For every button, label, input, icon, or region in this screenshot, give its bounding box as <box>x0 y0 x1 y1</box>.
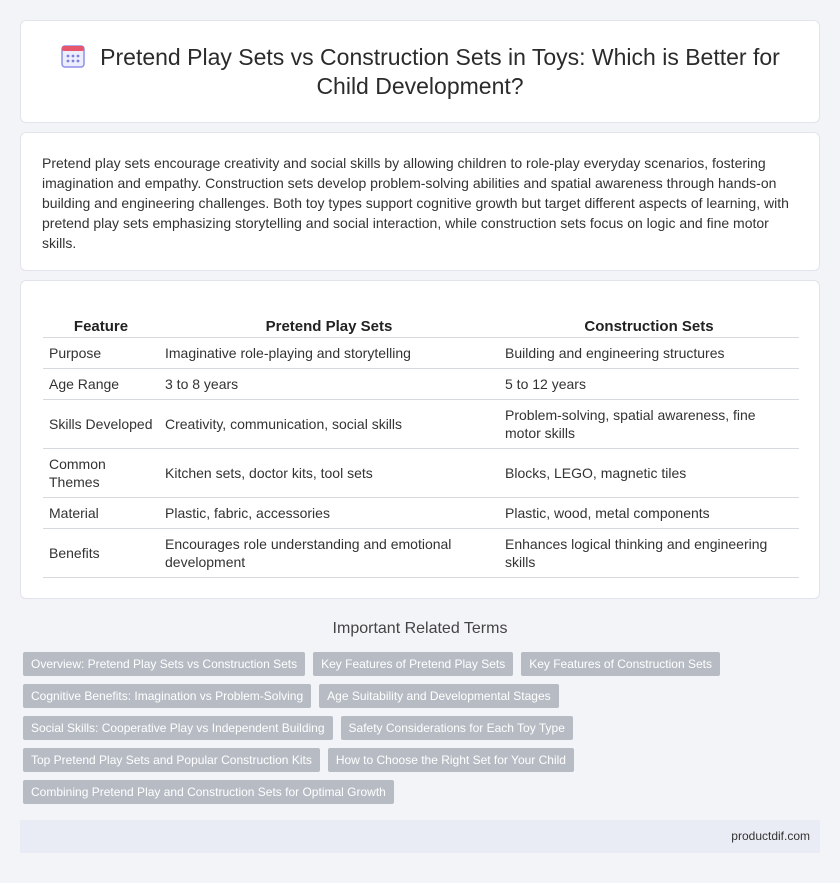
table-row <box>43 528 799 577</box>
related-tag-top-sets[interactable]: Top Pretend Play Sets and Popular Construction Kits <box>23 748 320 772</box>
header-feature: Feature <box>43 297 159 337</box>
pretend-cell: Kitchen sets, doctor kits, tool sets <box>159 448 499 497</box>
construction-cell: Problem-solving, spatial awareness, fine motor skills <box>499 399 799 448</box>
row-label: Skills Developed <box>43 399 159 448</box>
row-label: Common Themes <box>43 448 159 497</box>
related-tag-social-skills[interactable]: Social Skills: Cooperative Play vs Independent Building <box>23 716 333 740</box>
pretend-cell: Imaginative role-playing and storytelling <box>159 337 499 368</box>
row-label: Age Range <box>43 368 159 399</box>
related-terms-list <box>23 652 823 804</box>
construction-cell: Building and engineering structures <box>499 337 799 368</box>
table-row <box>43 399 799 448</box>
header-construction: Construction Sets <box>499 297 799 337</box>
related-tag-overview[interactable]: Overview: Pretend Play Sets vs Construction Sets <box>23 652 305 676</box>
table-header-row <box>43 297 799 337</box>
pretend-cell: Creativity, communication, social skills <box>159 399 499 448</box>
related-tag-choose-set[interactable]: How to Choose the Right Set for Your Child <box>328 748 574 772</box>
page-title-wrap <box>51 43 789 101</box>
table-row <box>43 497 799 528</box>
related-tag-age-suitability[interactable]: Age Suitability and Developmental Stages <box>319 684 558 708</box>
pretend-cell: Encourages role understanding and emotional development <box>159 528 499 577</box>
header-pretend-play: Pretend Play Sets <box>159 297 499 337</box>
row-label: Material <box>43 497 159 528</box>
intro-card <box>20 132 820 271</box>
construction-cell: Enhances logical thinking and engineering skills <box>499 528 799 577</box>
construction-cell: 5 to 12 years <box>499 368 799 399</box>
related-tag-combining[interactable]: Combining Pretend Play and Construction Sets for Optimal Growth <box>23 780 394 804</box>
footer-site-link[interactable]: productdif.com <box>731 829 810 843</box>
related-tag-cognitive-benefits[interactable]: Cognitive Benefits: Imagination vs Problem-Solving <box>23 684 311 708</box>
page-title: Pretend Play Sets vs Construction Sets in Toys: Which is Better for Child Development? <box>100 43 780 99</box>
footer <box>20 820 820 853</box>
comparison-card <box>20 280 820 599</box>
related-tag-safety[interactable]: Safety Considerations for Each Toy Type <box>341 716 573 740</box>
title-card <box>20 20 820 123</box>
table-row <box>43 448 799 497</box>
pretend-cell: 3 to 8 years <box>159 368 499 399</box>
row-label: Purpose <box>43 337 159 368</box>
table-row <box>43 368 799 399</box>
related-terms-title: Important Related Terms <box>332 620 508 637</box>
row-label: Benefits <box>43 528 159 577</box>
construction-cell: Plastic, wood, metal components <box>499 497 799 528</box>
construction-cell: Blocks, LEGO, magnetic tiles <box>499 448 799 497</box>
table-row <box>43 337 799 368</box>
calendar-icon <box>60 43 86 69</box>
intro-paragraph: Pretend play sets encourage creativity and social skills by allowing children to role-play everyday scenarios, fostering imagination and empathy. Construction sets develop problem-solving abilities and spatial awareness through hands-on building and engineering challenges. Both toy types support cognitive growth but target different aspects of learning, with pretend play sets emphasizing storytelling and social interaction, while construction sets focus on logic and fine motor skills. <box>42 155 789 251</box>
related-tag-pretend-features[interactable]: Key Features of Pretend Play Sets <box>313 652 513 676</box>
comparison-table <box>43 297 799 578</box>
pretend-cell: Plastic, fabric, accessories <box>159 497 499 528</box>
related-tag-construction-features[interactable]: Key Features of Construction Sets <box>521 652 720 676</box>
